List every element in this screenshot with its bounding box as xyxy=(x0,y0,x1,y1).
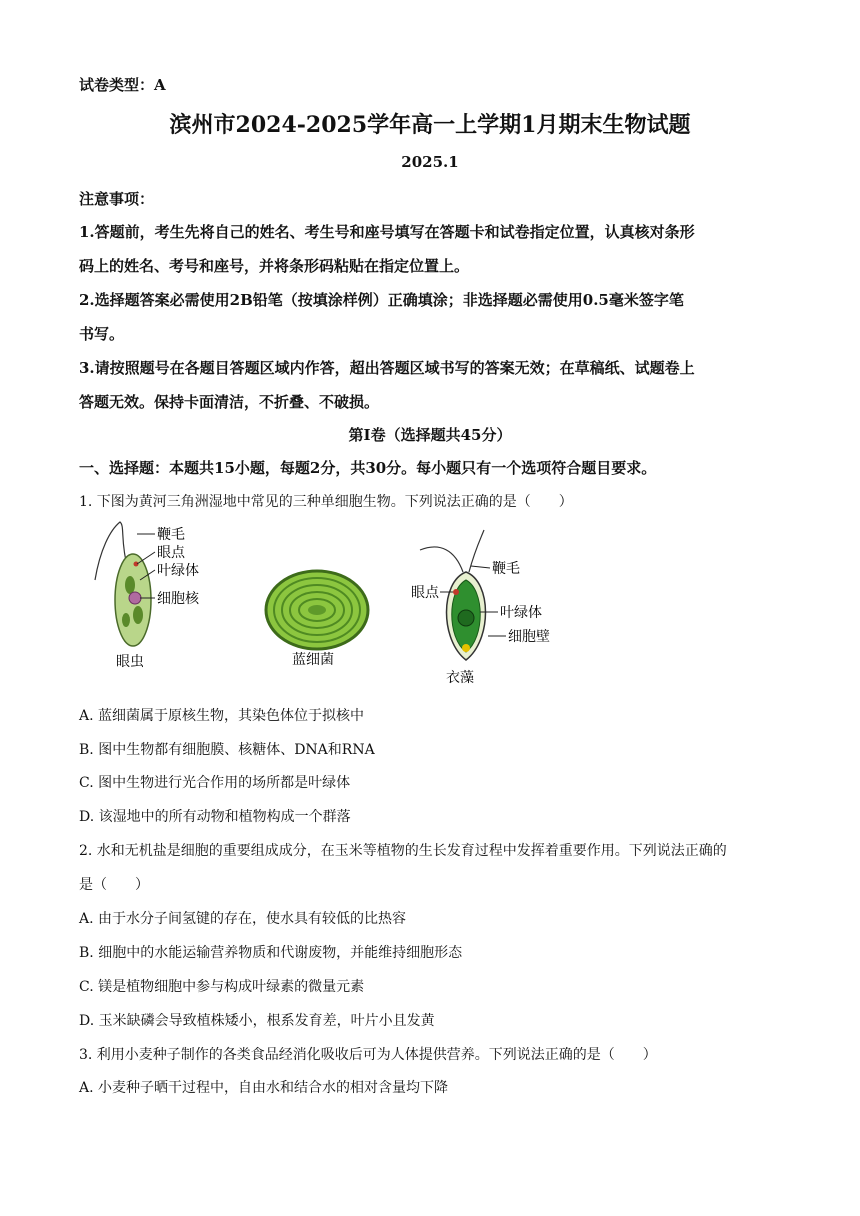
chlamydomonas-label-cell-wall: 细胞壁 xyxy=(508,629,550,645)
q1-option-a: A. 蓝细菌属于原核生物，其染色体位于拟核中 xyxy=(79,708,365,724)
q3-option-a: A. 小麦种子晒干过程中，自由水和结合水的相对含量均下降 xyxy=(79,1080,449,1096)
chlamydomonas-label-chloroplast: 叶绿体 xyxy=(500,605,542,621)
note-3-line-1: 3.请按照题号在各题目答题区域内作答，超出答题区域书写的答案无效；在草稿纸、试题卷上 xyxy=(79,359,695,377)
euglena-label-nucleus: 细胞核 xyxy=(157,591,199,607)
euglena-label-eyespot: 眼点 xyxy=(157,545,185,561)
q1-figure xyxy=(80,520,600,690)
chlamydomonas-diagram xyxy=(411,530,550,686)
chlamydomonas-eyespot xyxy=(453,589,459,595)
cyanobacteria-diagram xyxy=(266,571,368,668)
note-1-line-1: 1.答题前，考生先将自己的姓名、考生号和座号填写在答题卡和试卷指定位置，认真核对条形 xyxy=(79,223,695,241)
q2-stem-line-2: 是（ ） xyxy=(79,877,149,893)
euglena-label-chloroplast: 叶绿体 xyxy=(157,563,199,579)
q1-option-d: D. 该湿地中的所有动物和植物构成一个群落 xyxy=(79,809,351,825)
paper-type: 试卷类型：A xyxy=(79,76,166,94)
chlamydomonas-label-eyespot: 眼点 xyxy=(411,585,439,601)
note-2-line-1: 2.选择题答案必需使用2B铅笔（按填涂样例）正确填涂；非选择题必需使用0.5毫米签字笔 xyxy=(79,291,684,309)
cyanobacteria-name: 蓝细菌 xyxy=(292,652,334,668)
exam-title: 滨州市2024-2025学年高一上学期1月期末生物试题 xyxy=(169,112,691,138)
q1-option-c: C. 图中生物进行光合作用的场所都是叶绿体 xyxy=(79,775,351,791)
q2-option-c: C. 镁是植物细胞中参与构成叶绿素的微量元素 xyxy=(79,979,365,995)
q3-stem: 3. 利用小麦种子制作的各类食品经消化吸收后可为人体提供营养。下列说法正确的是（ ） xyxy=(79,1047,657,1063)
section-title: 第Ⅰ卷（选择题共45分） xyxy=(348,426,512,444)
euglena-label-flagellum: 鞭毛 xyxy=(157,527,185,543)
euglena-diagram xyxy=(95,522,200,670)
q2-option-b: B. 细胞中的水能运输营养物质和代谢废物，并能维持细胞形态 xyxy=(79,945,463,961)
note-1-line-2: 码上的姓名、考号和座号，并将条形码粘贴在指定位置上。 xyxy=(79,257,470,275)
euglena-nucleus xyxy=(129,592,141,604)
chlamydomonas-name: 衣藻 xyxy=(446,670,474,686)
note-3-line-2: 答题无效。保持卡面清洁，不折叠、不破损。 xyxy=(79,393,380,411)
chlamydomonas-label-flagellum: 鞭毛 xyxy=(492,561,520,577)
notes-heading: 注意事项： xyxy=(79,190,155,208)
q1-stem: 1. 下图为黄河三角洲湿地中常见的三种单细胞生物。下列说法正确的是（ ） xyxy=(79,494,573,510)
section-instruction: 一、选择题：本题共15小题，每题2分，共30分。每小题只有一个选项符合题目要求。 xyxy=(79,459,657,477)
exam-date: 2025.1 xyxy=(401,153,459,171)
q2-stem-line-1: 2. 水和无机盐是细胞的重要组成成分，在玉米等植物的生长发育过程中发挥着重要作用。下列说法正确的 xyxy=(79,843,727,859)
euglena-name: 眼虫 xyxy=(116,654,144,670)
q2-option-a: A. 由于水分子间氢键的存在，使水具有较低的比热容 xyxy=(79,911,407,927)
note-2-line-2: 书写。 xyxy=(79,325,125,343)
q1-option-b: B. 图中生物都有细胞膜、核糖体、DNA和RNA xyxy=(79,742,375,758)
q2-option-d: D. 玉米缺磷会导致植株矮小，根系发育差，叶片小且发黄 xyxy=(79,1013,435,1029)
